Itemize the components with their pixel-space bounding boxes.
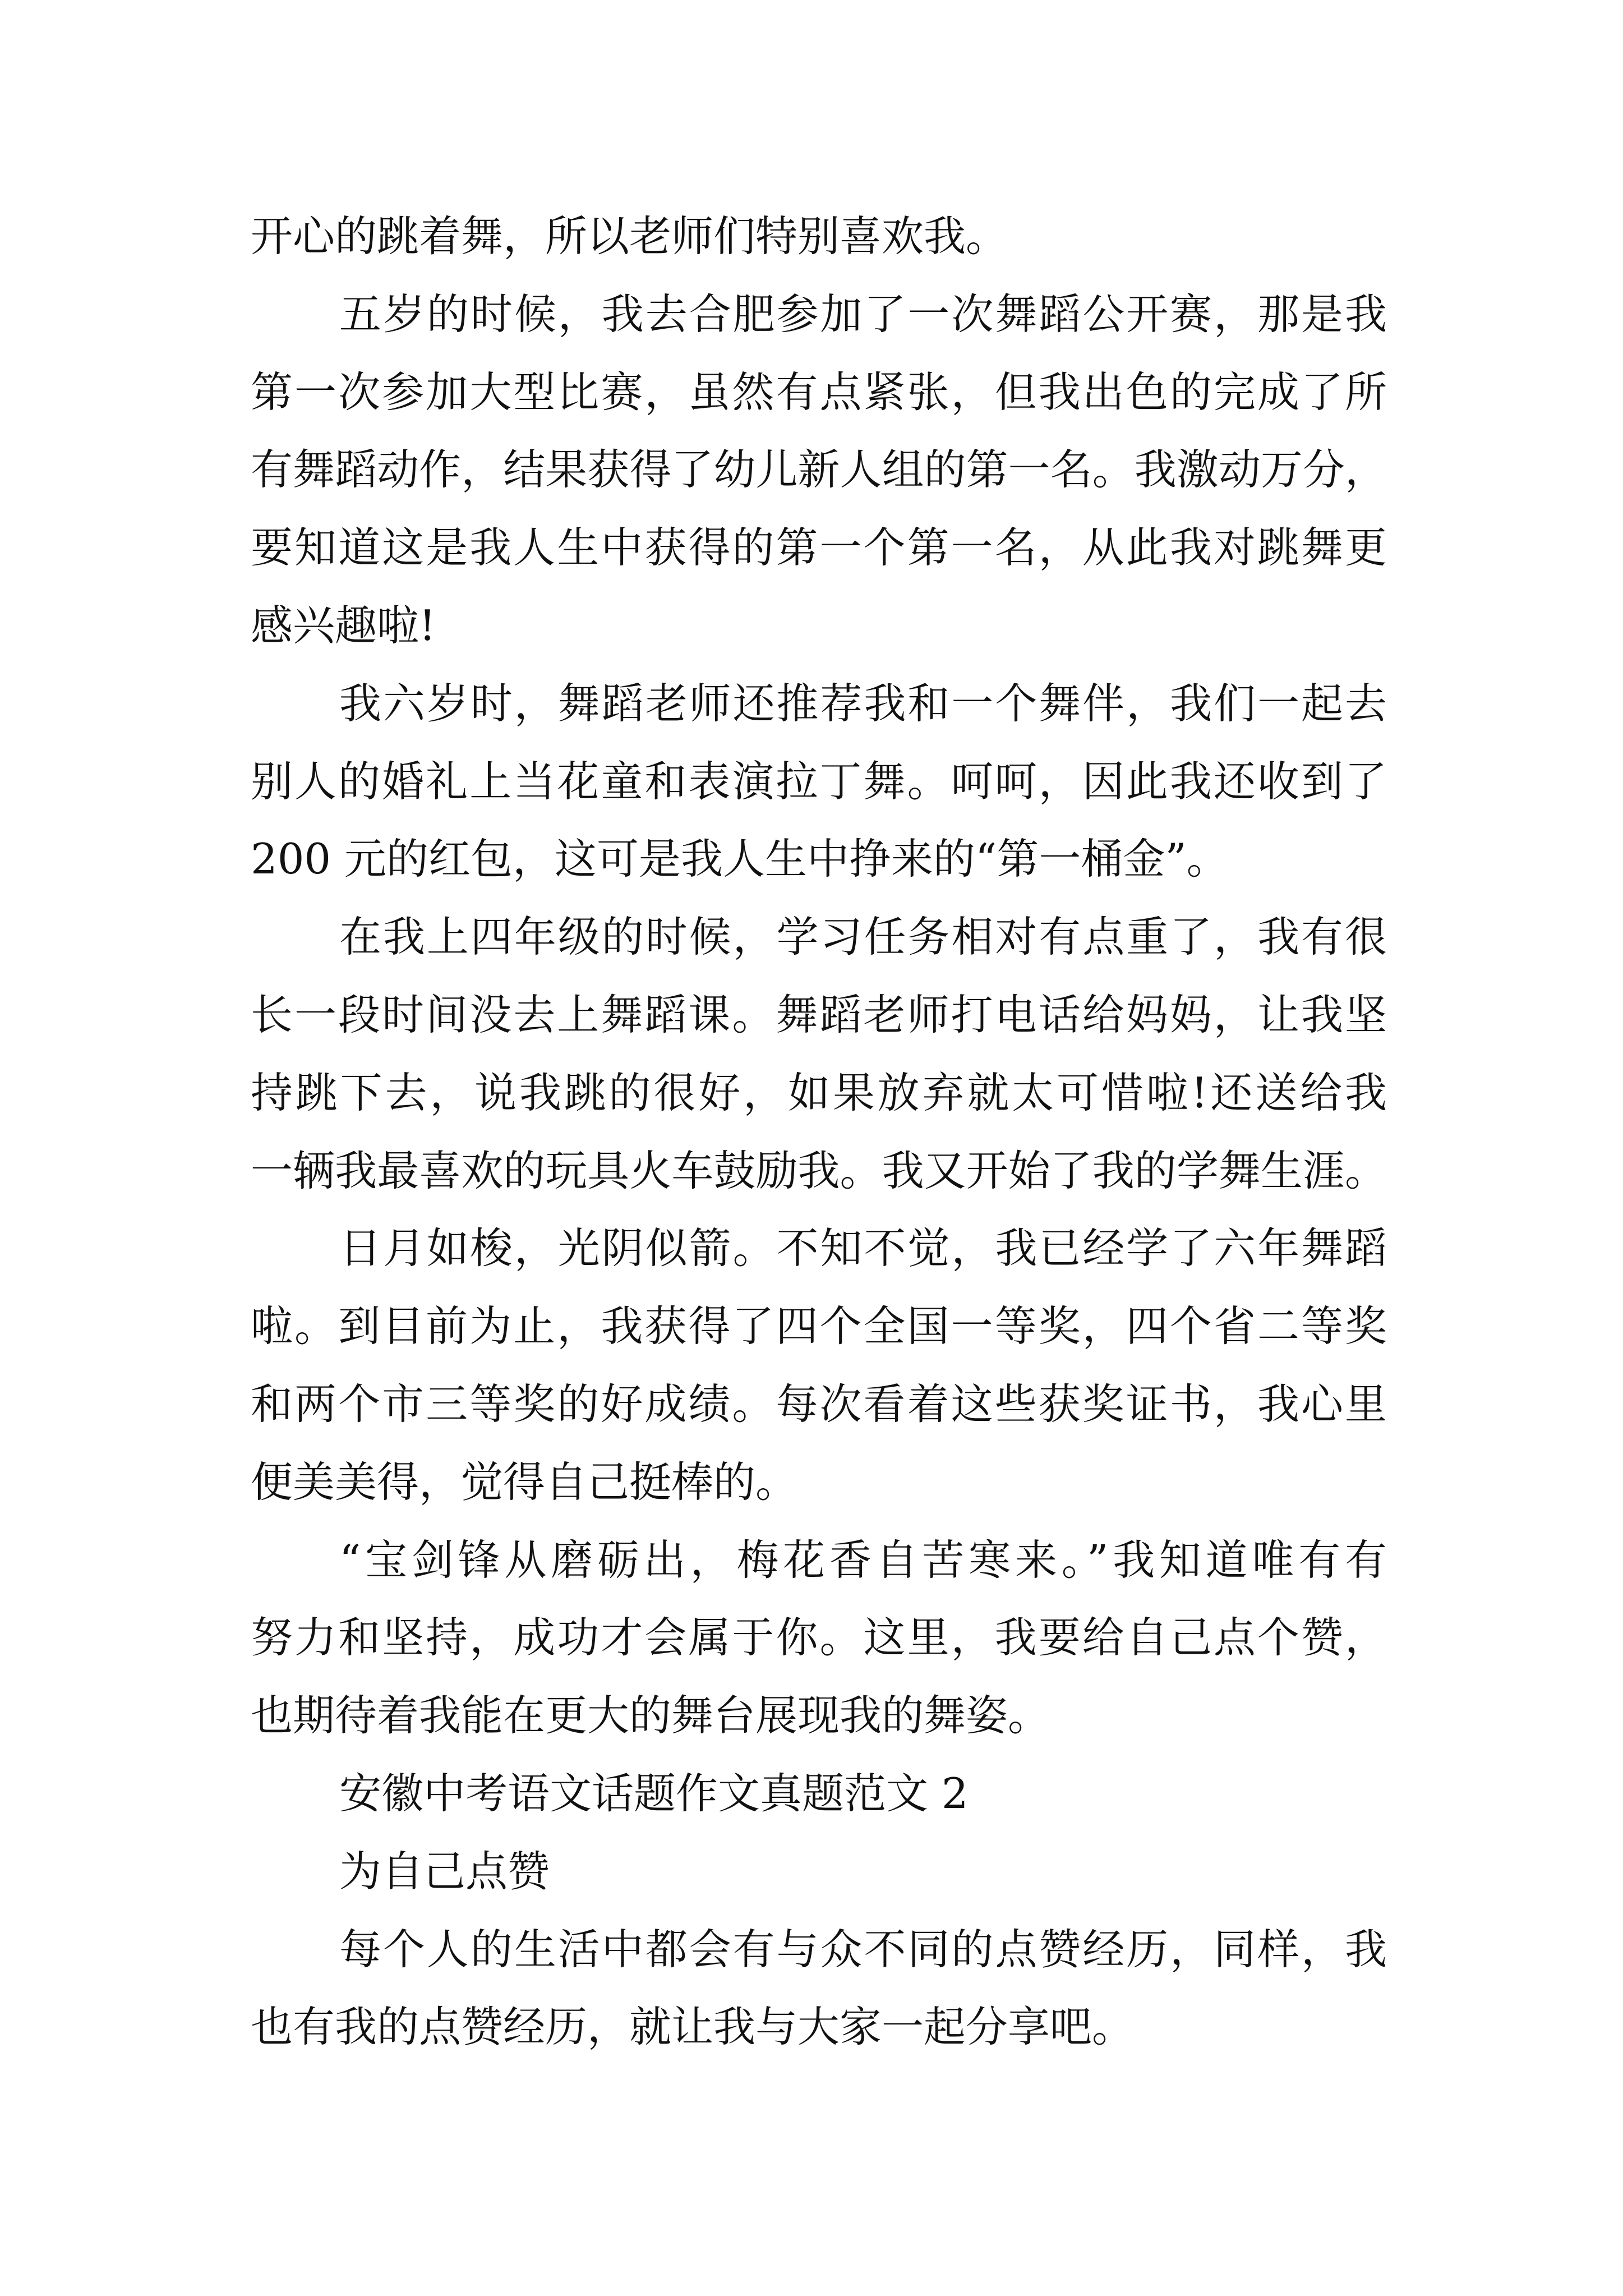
text-line: 安徽中考语文话题作文真题范文 2: [339, 1768, 969, 1818]
text-line: 第一次参加大型比赛，虽然有点紧张，但我出色的完成了所: [251, 367, 1387, 417]
text-line: “宝剑锋从磨砺出，梅花香自苦寒来。”我知道唯有有: [339, 1535, 1387, 1585]
text-line: 为自己点赞: [339, 1846, 550, 1896]
text-line: 在我上四年级的时候，学习任务相对有点重了，我有很: [339, 912, 1387, 962]
essay-title: [251, 1833, 1387, 1911]
text-line: 长一段时间没去上舞蹈课。舞蹈老师打电话给妈妈，让我坚: [251, 990, 1387, 1039]
text-line: 感兴趣啦!: [251, 600, 436, 650]
paragraph: [251, 197, 1387, 275]
paragraph: [251, 1911, 1387, 2067]
paragraph: [251, 275, 1387, 665]
paragraph: [251, 665, 1387, 898]
text-line: 一辆我最喜欢的玩具火车鼓励我。我又开始了我的学舞生涯。: [251, 1145, 1387, 1195]
text-line: 五岁的时候，我去合肥参加了一次舞蹈公开赛，那是我: [339, 289, 1387, 339]
text-line: 也期待着我能在更大的舞台展现我的舞姿。: [251, 1691, 1050, 1741]
text-line: 每个人的生活中都会有与众不同的点赞经历，同样，我: [339, 1924, 1387, 1974]
text-line: 啦。到目前为止，我获得了四个全国一等奖，四个省二等奖: [251, 1301, 1387, 1351]
text-line: 要知道这是我人生中获得的第一个第一名，从此我对跳舞更: [251, 523, 1387, 573]
paragraph: [251, 1209, 1387, 1521]
text-line: 持跳下去，说我跳的很好，如果放弃就太可惜啦!还送给我: [251, 1068, 1387, 1117]
paragraph: [251, 1521, 1387, 1755]
text-line: 日月如梭，光阴似箭。不知不觉，我已经学了六年舞蹈: [339, 1223, 1387, 1273]
text-line: 努力和坚持，成功才会属于你。这里，我要给自己点个赞，: [251, 1613, 1387, 1663]
paragraph: [251, 898, 1387, 1209]
text-line: 和两个市三等奖的好成绩。每次看着这些获奖证书，我心里: [251, 1379, 1387, 1429]
text-line: 我六岁时，舞蹈老师还推荐我和一个舞伴，我们一起去: [339, 678, 1387, 728]
text-line: 也有我的点赞经历，就让我与大家一起分享吧。: [251, 2002, 1135, 2052]
text-line: 开心的跳着舞，所以老师们特别喜欢我。: [251, 211, 1008, 261]
text-line: 有舞蹈动作，结果获得了幼儿新人组的第一名。我激动万分，: [251, 445, 1387, 495]
text-line: 200 元的红包，这可是我人生中挣来的“第一桶金”。: [251, 834, 1229, 884]
text-line: 便美美得，觉得自己挺棒的。: [251, 1457, 798, 1507]
text-line: 别人的婚礼上当花童和表演拉丁舞。呵呵，因此我还收到了: [251, 756, 1387, 806]
body-text: [251, 197, 1387, 2066]
section-heading: [251, 1755, 1387, 1833]
